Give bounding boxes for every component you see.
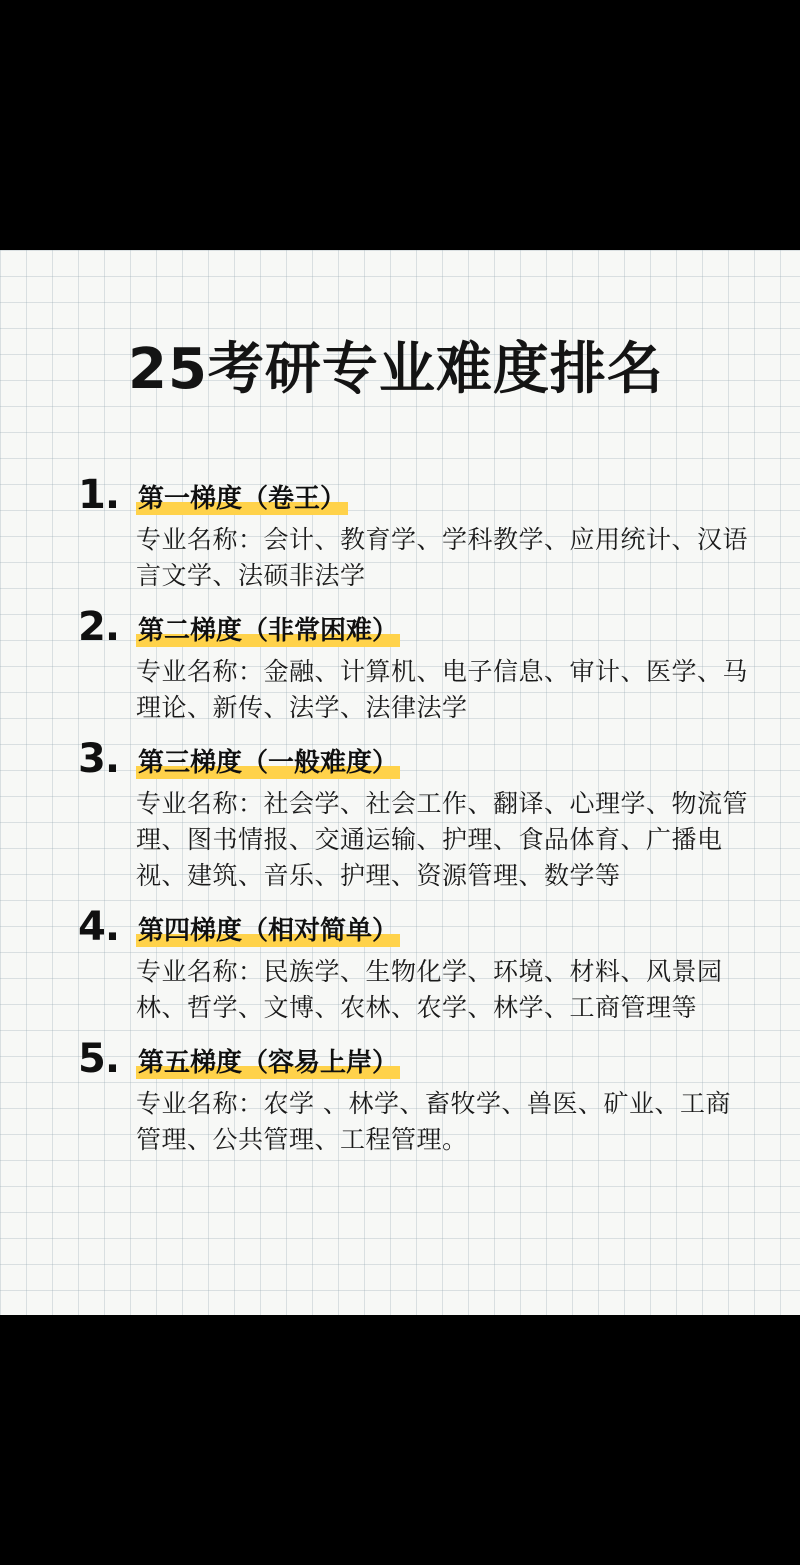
tier-label — [136, 748, 400, 780]
tier-label-text: 第二梯度（非常困难） — [138, 616, 399, 646]
list-item — [78, 732, 758, 894]
tier-heading — [78, 600, 758, 648]
tier-list — [78, 468, 758, 1164]
tier-majors: 专业名称：会计、教育学、学科教学、应用统计、汉语言文学、法硕非法学 — [136, 525, 749, 590]
tier-heading — [78, 468, 758, 516]
tier-number: 2. — [78, 604, 120, 650]
tier-majors: 专业名称：金融、计算机、电子信息、审计、医学、马理论、新传、法学、法律法学 — [136, 657, 749, 722]
tier-label-text: 第三梯度（一般难度） — [138, 748, 399, 778]
tier-number: 5. — [78, 1036, 120, 1082]
letterbox-top — [0, 0, 800, 250]
tier-label-text: 第四梯度（相对简单） — [138, 916, 399, 946]
tier-heading — [78, 1032, 758, 1080]
tier-label-text: 第五梯度（容易上岸） — [138, 1048, 399, 1078]
tier-majors: 专业名称：民族学、生物化学、环境、材料、风景园林、哲学、文博、农林、农学、林学、工商管理等 — [136, 957, 723, 1022]
list-item — [78, 1032, 758, 1158]
tier-number: 4. — [78, 904, 120, 950]
tier-label — [136, 484, 348, 516]
tier-label — [136, 616, 400, 648]
tier-majors: 专业名称：社会学、社会工作、翻译、心理学、物流管理、图书情报、交通运输、护理、食品体育、广播电视、建筑、音乐、护理、资源管理、数学等 — [136, 789, 749, 890]
page-title: 25考研专业难度排名 — [128, 337, 664, 402]
tier-heading — [78, 732, 758, 780]
tier-label-text: 第一梯度（卷王） — [138, 484, 347, 514]
note-content — [78, 250, 758, 1315]
list-item — [78, 600, 758, 726]
note-card — [0, 250, 800, 1315]
tier-heading — [78, 900, 758, 948]
tier-number: 1. — [78, 472, 120, 518]
list-item — [78, 468, 758, 594]
tier-label — [136, 916, 400, 948]
tier-number: 3. — [78, 736, 120, 782]
tier-majors: 专业名称：农学 、林学、畜牧学、兽医、矿业、工商管理、公共管理、工程管理。 — [136, 1089, 731, 1154]
letterbox-bottom — [0, 1315, 800, 1565]
list-item — [78, 900, 758, 1026]
tier-label — [136, 1048, 400, 1080]
